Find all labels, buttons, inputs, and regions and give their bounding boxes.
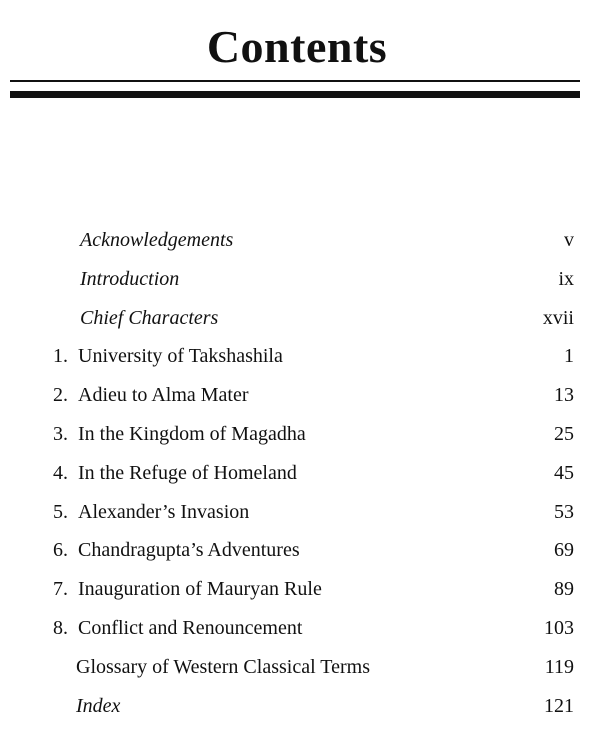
entry-page-number: 13 [554, 384, 574, 407]
entry-page-number: 103 [544, 616, 574, 639]
entry-page-number: 1 [564, 345, 574, 368]
toc-entry [0, 538, 600, 577]
entry-title: Chandragupta’s Adventures [78, 539, 300, 562]
entry-number: 7. [53, 578, 68, 601]
entry-number: 4. [53, 461, 68, 484]
toc-entry [0, 267, 600, 306]
toc-entry [0, 616, 600, 655]
title-rule-thick [10, 91, 580, 98]
entry-page-number: 45 [554, 461, 574, 484]
entry-number: 8. [53, 616, 68, 639]
table-of-contents [0, 228, 600, 732]
entry-page-number: 119 [544, 655, 574, 678]
toc-entry [0, 422, 600, 461]
entry-title: Glossary of Western Classical Terms [76, 655, 370, 678]
toc-entry [0, 306, 600, 345]
toc-entry [0, 694, 600, 733]
entry-title: Introduction [80, 267, 180, 290]
entry-page-number: ix [558, 267, 574, 290]
entry-page-number: 25 [554, 422, 574, 445]
entry-number: 5. [53, 500, 68, 523]
entry-title: Inauguration of Mauryan Rule [78, 578, 322, 601]
entry-number: 2. [53, 384, 68, 407]
entry-title: In the Refuge of Homeland [78, 461, 297, 484]
entry-title: Acknowledgements [80, 229, 234, 251]
entry-page-number: 121 [544, 694, 574, 717]
toc-entry [0, 344, 600, 383]
entry-title: Alexander’s Invasion [78, 500, 250, 523]
entry-page-number: xvii [542, 306, 574, 329]
toc-entry [0, 228, 600, 267]
toc-entry [0, 655, 600, 694]
entry-number: 1. [53, 345, 68, 368]
entry-number: 3. [53, 422, 68, 445]
entry-page-number: 53 [554, 500, 574, 523]
toc-entry [0, 500, 600, 539]
entry-title: Index [76, 694, 121, 717]
title-rule-thin [10, 80, 580, 82]
page-title: Contents [206, 21, 388, 72]
entry-number: 6. [53, 539, 68, 562]
entry-title: Adieu to Alma Mater [78, 384, 249, 407]
entry-page-number: 69 [554, 539, 574, 562]
entry-title: Chief Characters [80, 306, 219, 329]
entry-title: University of Takshashila [78, 345, 283, 368]
entry-page-number: 89 [554, 578, 574, 601]
toc-entry [0, 461, 600, 500]
toc-entry [0, 577, 600, 616]
entry-page-number: v [564, 229, 574, 251]
entry-title: In the Kingdom of Magadha [78, 422, 306, 445]
toc-entry [0, 383, 600, 422]
entry-title: Conflict and Renouncement [78, 616, 303, 639]
